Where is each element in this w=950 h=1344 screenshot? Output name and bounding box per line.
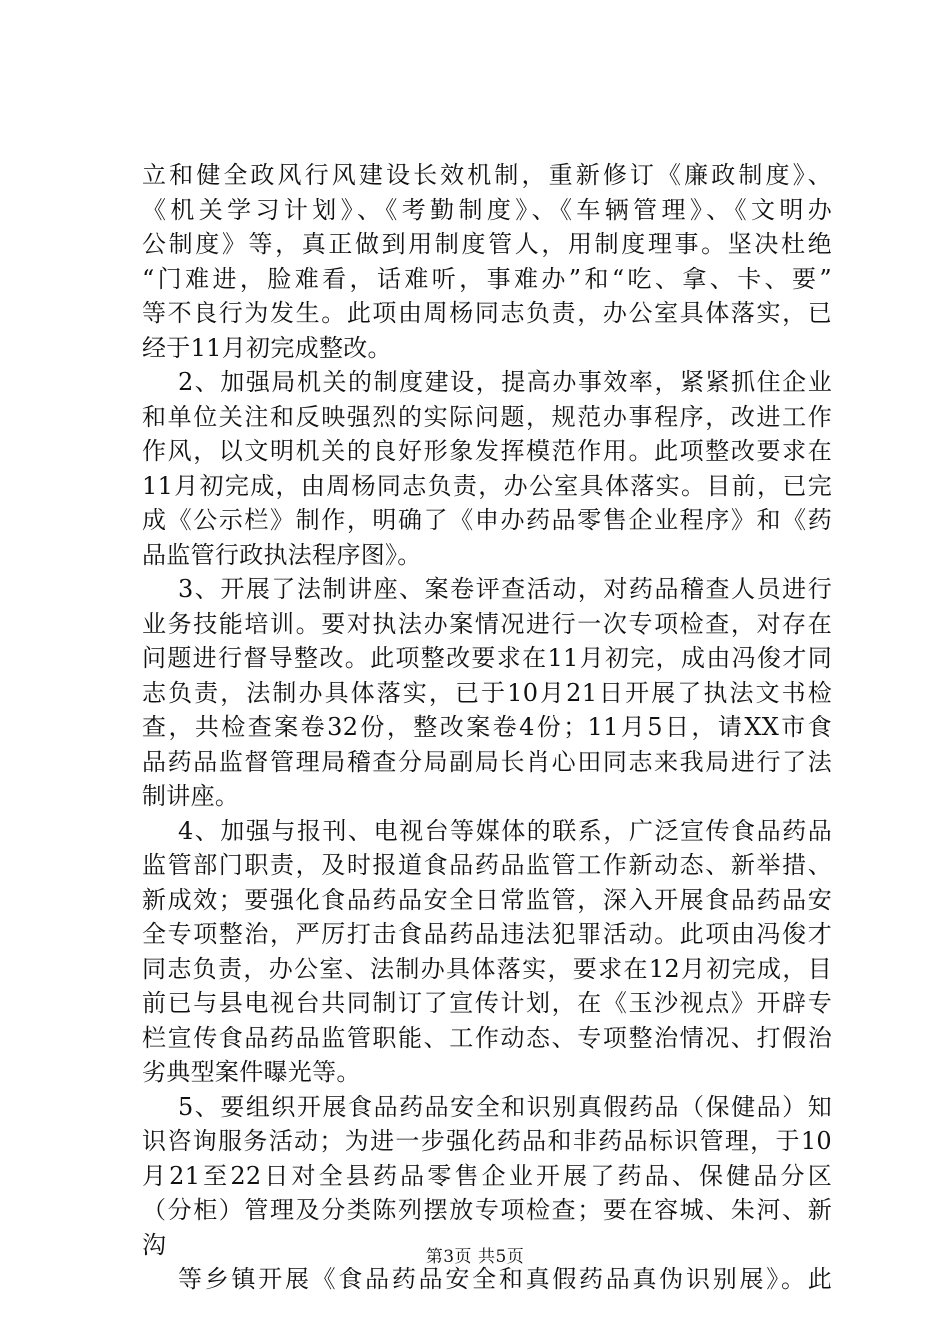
document-body: [142, 158, 832, 1297]
text-line: 查，共检查案卷32份，整改案卷4份；11月5日，请XX市食: [142, 713, 832, 741]
text-line: 月21至22日对全县药品零售企业开展了药品、保健品分区: [142, 1161, 832, 1190]
text-line: “门难进，脸难看，话难听，事难办”和“吃、拿、卡、要”: [142, 264, 832, 293]
text-line: 全专项整治，严厉打击食品药品违法犯罪活动。此项由冯俊才: [142, 920, 832, 948]
text-line: 3、开展了法制讲座、案卷评查活动，对药品稽查人员进行: [178, 575, 832, 603]
text-line: 《机关学习计划》、《考勤制度》、《车辆管理》、《文明办: [142, 195, 832, 224]
text-line: 品监管行政执法程序图》。: [142, 540, 422, 569]
text-line: 公制度》等，真正做到用制度管人，用制度理事。坚决杜绝: [142, 230, 832, 258]
text-line: 等不良行为发生。此项由周杨同志负责，办公室具体落实，已: [142, 299, 832, 327]
text-line: 新成效；要强化食品药品安全日常监管，深入开展食品药品安: [142, 885, 832, 914]
text-line: 识咨询服务活动；为进一步强化药品和非药品标识管理，于10: [142, 1127, 832, 1155]
text-line: （分柜）管理及分类陈列摆放专项检查；要在容城、朱河、新: [142, 1196, 832, 1224]
text-line: 监管部门职责，及时报道食品药品监管工作新动态、新举措、: [142, 851, 832, 879]
text-line: 成《公示栏》制作，明确了《申办药品零售企业程序》和《药: [142, 506, 832, 534]
text-line: 经于11月初完成整改。: [142, 333, 392, 362]
text-line: 问题进行督导整改。此项整改要求在11月初完，成由冯俊才同: [142, 644, 832, 672]
text-line: 业务技能培训。要对执法办案情况进行一次专项检查，对存在: [142, 609, 832, 638]
page-footer: 第3页 共5页: [425, 1247, 525, 1267]
text-line: 志负责，法制办具体落实，已于10月21日开展了执法文书检: [142, 678, 832, 707]
text-line: 前已与县电视台共同制订了宣传计划，在《玉沙视点》开辟专: [142, 989, 832, 1017]
text-line: 立和健全政风行风建设长效机制，重新修订《廉政制度》、: [142, 161, 832, 189]
text-line: 和单位关注和反映强烈的实际问题，规范办事程序，改进工作: [142, 402, 832, 431]
text-line: 栏宣传食品药品监管职能、工作动态、专项整治情况、打假治: [142, 1023, 832, 1052]
text-line: 2、加强局机关的制度建设，提高办事效率，紧紧抓住企业: [178, 368, 832, 396]
text-line: 品药品监督管理局稽查分局副局长肖心田同志来我局进行了法: [142, 747, 832, 776]
text-line: 11月初完成，由周杨同志负责，办公室具体落实。目前，已完: [142, 471, 832, 500]
text-line: 制讲座。: [142, 782, 240, 810]
text-line: 作风，以文明机关的良好形象发挥模范作用。此项整改要求在: [142, 437, 832, 465]
text-line: 劣典型案件曝光等。: [142, 1058, 361, 1086]
text-line: 4、加强与报刊、电视台等媒体的联系，广泛宣传食品药品: [178, 816, 832, 845]
text-line: 5、要组织开展食品药品安全和识别真假药品（保健品）知: [178, 1092, 832, 1121]
text-line: 等乡镇开展《食品药品安全和真假药品真伪识别展》。此: [178, 1265, 832, 1293]
text-line: 同志负责，办公室、法制办具体落实，要求在12月初完成，目: [142, 954, 832, 983]
text-line: 沟: [142, 1230, 167, 1259]
